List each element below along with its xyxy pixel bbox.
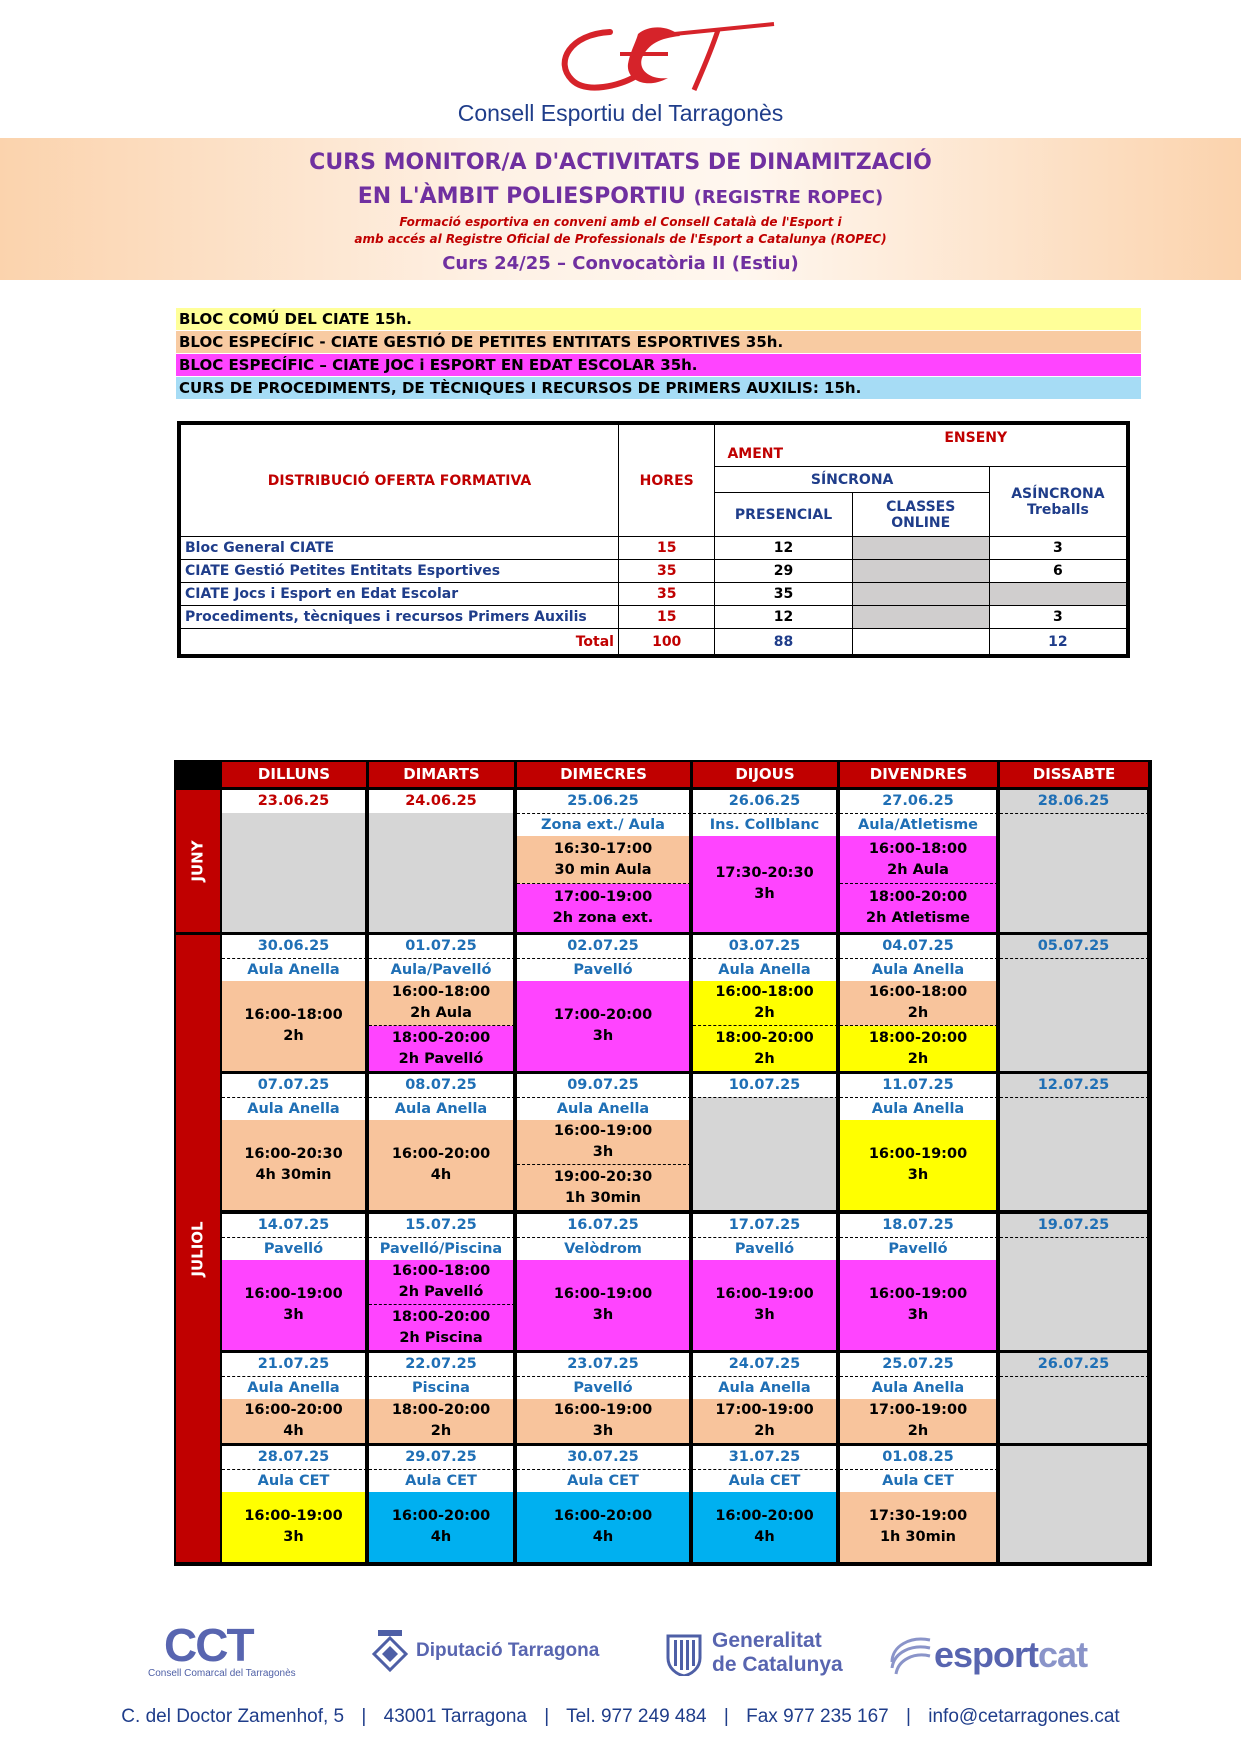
month-juliol xyxy=(176,935,220,1562)
row-hours: 35 xyxy=(618,560,715,583)
esportcat-logo-text-1: esport xyxy=(934,1634,1039,1675)
generalitat-logo xyxy=(664,1628,874,1678)
footer-contact xyxy=(0,1706,1241,1728)
footer-tel: Tel. 977 249 484 xyxy=(566,1706,707,1727)
slot-fri-line: 2h xyxy=(907,1050,929,1067)
slot-thu-line: 18:00-20:00 xyxy=(715,1029,814,1046)
slot-wed-line: 1h 30min xyxy=(564,1189,642,1206)
empty-slot xyxy=(1000,836,1149,932)
slot-fri-line: 2h Atletisme xyxy=(866,910,970,926)
legend-bloc-gestio: BLOC ESPECÍFIC - CIATE GESTIÓ DE PETITES ENTITATS ESPORTIVES 35h. xyxy=(176,331,1141,353)
slot-wed-line: 16:00-19:00 xyxy=(553,1123,653,1139)
table-row-total xyxy=(181,629,1127,655)
row-asincrona: 3 xyxy=(989,537,1126,560)
slot-mon-line: 2h xyxy=(283,1028,304,1044)
slot-fri-line: 16:00-19:00 xyxy=(868,1286,968,1302)
date-cell: 29.07.25 xyxy=(369,1446,515,1469)
slot-fri-line: 2h Aula xyxy=(887,861,949,878)
slot-mon xyxy=(222,1120,367,1210)
location-cell: Pavelló xyxy=(517,1376,691,1399)
slot-wed-line: 17:00-20:00 xyxy=(553,1007,653,1023)
row-online xyxy=(852,537,989,560)
esportcat-logo-text-2: cat xyxy=(1038,1634,1088,1675)
slot-fri-slot1 xyxy=(840,836,998,884)
slot-wed-line: 3h xyxy=(592,1028,614,1044)
location-cell: Aula Anella xyxy=(222,1376,367,1399)
footer-separator: | xyxy=(361,1706,367,1727)
date-cell: 30.06.25 xyxy=(222,935,367,958)
date-cell: 23.06.25 xyxy=(222,790,367,813)
day-header-dilluns: DILLUNS xyxy=(222,762,366,787)
footer-city: 43001 Tarragona xyxy=(383,1706,527,1727)
slot-fri xyxy=(840,1260,998,1350)
slot-wed-slot2 xyxy=(517,1165,691,1210)
diputacio-emblem-icon xyxy=(370,1628,410,1674)
course-title-line2 xyxy=(0,184,1241,209)
table-row xyxy=(181,606,1127,629)
slot-tue xyxy=(369,1120,515,1210)
location-cell xyxy=(1000,813,1149,836)
table-row xyxy=(181,560,1127,583)
location-cell: Aula CET xyxy=(369,1469,515,1492)
course-title-line2-main: EN L'ÀMBIT POLIESPORTIU xyxy=(357,184,686,209)
row-online xyxy=(852,606,989,629)
slot-tue-line: 2h Aula xyxy=(410,1005,472,1021)
empty-slot xyxy=(222,813,367,932)
summary-header-ensenyament xyxy=(715,425,1127,467)
date-cell: 31.07.25 xyxy=(693,1446,838,1469)
slot-fri-slot2 xyxy=(840,884,998,932)
date-cell: 17.07.25 xyxy=(693,1214,838,1237)
slot-thu xyxy=(693,1492,838,1562)
slot-fri xyxy=(840,1399,998,1443)
summary-header-presencial: PRESENCIAL xyxy=(715,493,852,537)
day-header-dimecres: DIMECRES xyxy=(517,762,690,787)
legend-primers-auxilis: CURS DE PROCEDIMENTS, DE TÈCNIQUES I RECURSOS DE PRIMERS AUXILIS: 15h. xyxy=(176,377,1141,399)
slot-fri-line: 16:00-18:00 xyxy=(868,840,968,857)
location-cell xyxy=(1000,1237,1149,1260)
slot-mon xyxy=(222,1492,367,1562)
slot-wed-line: 16:30-17:00 xyxy=(553,840,653,857)
row-presencial: 35 xyxy=(715,583,852,606)
slot-wed-line: 2h zona ext. xyxy=(552,910,654,926)
treballs-label: Treballs xyxy=(1026,501,1089,518)
slot-thu-line: 3h xyxy=(754,1307,775,1323)
slot-fri-line: 1h 30min xyxy=(879,1529,957,1545)
slot-wed-line: 16:00-19:00 xyxy=(553,1286,653,1302)
date-cell: 07.07.25 xyxy=(222,1074,367,1097)
location-cell: Aula Anella xyxy=(693,1376,838,1399)
row-online xyxy=(852,583,989,606)
slot-tue-line: 16:00-18:00 xyxy=(391,1263,491,1279)
month-juny-label: JUNY xyxy=(189,840,207,882)
slot-wed-line: 4h xyxy=(592,1529,614,1545)
date-cell: 21.07.25 xyxy=(222,1353,367,1376)
slot-tue-line: 16:00-18:00 xyxy=(391,984,491,1000)
location-cell: Aula Anella xyxy=(693,958,838,981)
day-header-dijous: DIJOUS xyxy=(693,762,837,787)
slot-thu-slot1 xyxy=(693,981,838,1026)
location-cell: Aula Anella xyxy=(222,1097,367,1120)
location-cell: Aula/Pavelló xyxy=(369,958,515,981)
location-cell: Aula CET xyxy=(222,1469,367,1492)
slot-tue-slot2 xyxy=(369,1305,515,1350)
summary-header-online xyxy=(852,493,989,537)
slot-mon xyxy=(222,1399,367,1443)
date-cell: 08.07.25 xyxy=(369,1074,515,1097)
slot-tue-slot2 xyxy=(369,1026,515,1071)
date-cell: 26.06.25 xyxy=(693,790,838,813)
slot-thu-line: 2h xyxy=(754,1423,775,1439)
total-asincrona: 12 xyxy=(989,629,1126,655)
table-row xyxy=(181,583,1127,606)
cct-logo xyxy=(148,1619,308,1682)
row-hours: 35 xyxy=(618,583,715,606)
slot-thu-line: 16:00-18:00 xyxy=(715,984,814,1000)
slot-mon-line: 16:00-20:00 xyxy=(244,1402,343,1418)
total-online xyxy=(852,629,989,655)
date-cell: 30.07.25 xyxy=(517,1446,691,1469)
slot-wed xyxy=(517,1492,691,1562)
row-presencial: 12 xyxy=(715,606,852,629)
slot-thu xyxy=(693,836,838,932)
generalitat-emblem-icon xyxy=(664,1630,704,1676)
location-cell: Aula CET xyxy=(840,1469,998,1492)
footer-separator: | xyxy=(906,1706,911,1727)
date-cell: 10.07.25 xyxy=(693,1074,838,1097)
slot-tue-line: 16:00-20:00 xyxy=(391,1146,491,1162)
date-cell: 18.07.25 xyxy=(840,1214,998,1237)
location-cell: Pavelló xyxy=(517,958,691,981)
slot-fri-slot2 xyxy=(840,1026,998,1071)
summary-header-asincrona xyxy=(989,467,1126,537)
slot-thu xyxy=(693,1260,838,1350)
date-cell: 15.07.25 xyxy=(369,1214,515,1237)
location-cell: Aula Anella xyxy=(840,1097,998,1120)
day-header-divendres: DIVENDRES xyxy=(840,762,997,787)
location-cell: Aula Anella xyxy=(222,958,367,981)
slot-wed-slot1 xyxy=(517,1120,691,1165)
asincrona-label: ASÍNCRONA xyxy=(1011,485,1105,502)
subtitle-line2: amb accés al Registre Oficial de Professionals de l'Esport a Catalunya (ROPEC) xyxy=(354,232,887,246)
summary-header-hours: HORES xyxy=(618,425,715,537)
slot-thu-slot2 xyxy=(693,1026,838,1071)
subtitle-line1: Formació esportiva en conveni amb el Consell Català de l'Esport i xyxy=(399,215,842,229)
location-cell: Pavelló/Piscina xyxy=(369,1237,515,1260)
slot-tue-line: 2h xyxy=(430,1423,452,1439)
slot-thu xyxy=(693,1399,838,1443)
location-cell: Pavelló xyxy=(840,1237,998,1260)
course-title-line1: CURS MONITOR/A D'ACTIVITATS DE DINAMITZACIÓ xyxy=(309,150,932,175)
row-asincrona xyxy=(989,583,1126,606)
ensenyament-part2: AMENT xyxy=(727,445,784,462)
slot-fri xyxy=(840,1492,998,1562)
slot-mon-line: 3h xyxy=(283,1529,304,1545)
slot-tue-line: 18:00-20:00 xyxy=(391,1402,491,1418)
slot-wed-line: 16:00-20:00 xyxy=(553,1508,653,1524)
slot-wed-line: 17:00-19:00 xyxy=(553,889,653,905)
cct-logo-subtext: Consell Comarcal del Tarragonès xyxy=(148,1668,296,1679)
location-cell: Aula CET xyxy=(693,1469,838,1492)
slot-mon-line: 4h 30min xyxy=(255,1167,332,1183)
slot-wed-line: 16:00-19:00 xyxy=(553,1402,653,1418)
day-header-dimarts: DIMARTS xyxy=(369,762,514,787)
slot-tue-line: 16:00-20:00 xyxy=(391,1508,491,1524)
row-name: Procediments, tècniques i recursos Primers Auxilis xyxy=(181,606,619,629)
footer-address: C. del Doctor Zamenhof, 5 xyxy=(121,1706,345,1727)
cct-logo-text: CCT xyxy=(164,1619,253,1671)
slot-fri-slot1 xyxy=(840,981,998,1026)
slot-tue-line: 4h xyxy=(430,1529,452,1545)
date-cell: 14.07.25 xyxy=(222,1214,367,1237)
slot-fri-line: 18:00-20:00 xyxy=(868,1029,968,1046)
esportcat-emblem-icon xyxy=(886,1632,934,1678)
date-cell: 02.07.25 xyxy=(517,935,691,958)
location-cell xyxy=(1000,1097,1149,1120)
online-label-2: ONLINE xyxy=(891,514,951,531)
date-cell: 12.07.25 xyxy=(1000,1074,1149,1097)
total-label: Total xyxy=(181,629,619,655)
location-cell: Aula Anella xyxy=(517,1097,691,1120)
slot-tue-line: 18:00-20:00 xyxy=(391,1308,491,1325)
date-cell: 01.07.25 xyxy=(369,935,515,958)
slot-thu-line: 2h xyxy=(754,1005,775,1021)
slot-wed xyxy=(517,981,691,1071)
location-cell: Aula Anella xyxy=(840,958,998,981)
row-hours: 15 xyxy=(618,537,715,560)
date-cell: 22.07.25 xyxy=(369,1353,515,1376)
day-header-dissabte: DISSABTE xyxy=(1000,762,1148,787)
ensenyament-part1: ENSENY xyxy=(944,429,1008,446)
empty-slot xyxy=(369,813,515,932)
slot-wed-line: 3h xyxy=(592,1307,614,1323)
location-cell: Aula Anella xyxy=(840,1376,998,1399)
date-cell: 19.07.25 xyxy=(1000,1214,1149,1237)
date-cell: 25.06.25 xyxy=(517,790,691,813)
summary-header-distribution: DISTRIBUCIÓ OFERTA FORMATIVA xyxy=(181,425,619,537)
empty-slot xyxy=(1000,981,1149,1071)
date-cell: 23.07.25 xyxy=(517,1353,691,1376)
footer-separator: | xyxy=(544,1706,550,1727)
summary-header-sincrona: SÍNCRONA xyxy=(715,467,989,493)
slot-wed-line: 3h xyxy=(592,1423,614,1439)
slot-thu-line: 4h xyxy=(754,1529,775,1545)
slot-thu-line: 3h xyxy=(754,886,775,902)
slot-fri-line: 2h xyxy=(907,1423,929,1439)
slot-tue-slot1 xyxy=(369,981,515,1026)
row-name: CIATE Jocs i Esport en Edat Escolar xyxy=(181,583,619,606)
total-presencial: 88 xyxy=(715,629,852,655)
slot-wed-line: 3h xyxy=(592,1144,614,1160)
diputacio-logo-text: Diputació Tarragona xyxy=(416,1640,600,1661)
location-cell: Aula/Atletisme xyxy=(840,813,998,836)
slot-tue-line: 2h Pavelló xyxy=(398,1284,484,1300)
date-cell: 01.08.25 xyxy=(840,1446,998,1469)
row-presencial: 12 xyxy=(715,537,852,560)
slot-thu-line: 17:30-20:30 xyxy=(715,865,814,881)
slot-fri-line: 16:00-18:00 xyxy=(868,984,968,1000)
date-cell: 26.07.25 xyxy=(1000,1353,1149,1376)
date-cell: 11.07.25 xyxy=(840,1074,998,1097)
empty-slot xyxy=(1000,1120,1149,1210)
slot-wed-line: 30 min Aula xyxy=(554,861,652,878)
location-cell xyxy=(1000,958,1149,981)
slot-fri-line: 17:00-19:00 xyxy=(868,1402,968,1418)
slot-tue-line: 2h Pavelló xyxy=(398,1050,484,1067)
date-cell: 03.07.25 xyxy=(693,935,838,958)
empty-slot xyxy=(1000,1399,1149,1443)
cet-logo xyxy=(550,14,790,100)
table-row xyxy=(181,537,1127,560)
date-cell: 05.07.25 xyxy=(1000,935,1149,958)
slot-mon xyxy=(222,1260,367,1350)
slot-fri xyxy=(840,1120,998,1210)
row-online xyxy=(852,560,989,583)
date-cell: 28.07.25 xyxy=(222,1446,367,1469)
slot-fri-line: 18:00-20:00 xyxy=(868,889,968,905)
slot-tue-line: 18:00-20:00 xyxy=(391,1029,491,1046)
slot-wed xyxy=(517,1399,691,1443)
slot-fri-line: 3h xyxy=(907,1307,929,1323)
location-cell: Piscina xyxy=(369,1376,515,1399)
row-asincrona: 3 xyxy=(989,606,1126,629)
location-cell: Pavelló xyxy=(222,1237,367,1260)
slot-mon-line: 16:00-20:30 xyxy=(244,1146,343,1162)
slot-tue-line: 2h Piscina xyxy=(399,1329,483,1346)
slot-tue-line: 4h xyxy=(430,1167,452,1183)
generalitat-logo-text-1: Generalitat xyxy=(712,1629,822,1652)
slot-fri-line: 3h xyxy=(907,1167,929,1183)
slot-wed xyxy=(517,1260,691,1350)
slot-mon-line: 4h xyxy=(283,1423,304,1439)
slot-wed-slot1 xyxy=(517,836,691,884)
footer-separator: | xyxy=(723,1706,729,1727)
course-title-line2-suffix: (REGISTRE ROPEC) xyxy=(693,187,884,208)
row-name: CIATE Gestió Petites Entitats Esportives xyxy=(181,560,619,583)
date-cell: 09.07.25 xyxy=(517,1074,691,1097)
location-cell: Aula CET xyxy=(517,1469,691,1492)
slot-thu-line: 17:00-19:00 xyxy=(715,1402,814,1418)
slot-thu-line: 16:00-19:00 xyxy=(715,1286,814,1302)
location-cell xyxy=(1000,1376,1149,1399)
date-cell: 25.07.25 xyxy=(840,1353,998,1376)
date-cell: 16.07.25 xyxy=(517,1214,691,1237)
esportcat-logo xyxy=(886,1628,1126,1682)
slot-fri-line: 16:00-19:00 xyxy=(868,1146,968,1162)
generalitat-logo-text-2: de Catalunya xyxy=(712,1653,843,1676)
slot-mon-line: 16:00-18:00 xyxy=(244,1007,343,1023)
date-cell: 27.06.25 xyxy=(840,790,998,813)
row-name: Bloc General CIATE xyxy=(181,537,619,560)
empty-slot xyxy=(1000,1260,1149,1350)
course-edition: Curs 24/25 – Convocatòria II (Estiu) xyxy=(442,253,799,274)
date-cell: 24.06.25 xyxy=(369,790,515,813)
slot-mon-line: 16:00-19:00 xyxy=(244,1508,343,1524)
slot-tue xyxy=(369,1399,515,1443)
date-cell: 28.06.25 xyxy=(1000,790,1149,813)
total-hours: 100 xyxy=(618,629,715,655)
footer-email[interactable]: info@cetarragones.cat xyxy=(928,1706,1120,1727)
row-hours: 15 xyxy=(618,606,715,629)
legend-bloc-joc-esport: BLOC ESPECÍFIC – CIATE JOC i ESPORT EN EDAT ESCOLAR 35h. xyxy=(176,354,1141,376)
location-cell xyxy=(693,1097,838,1120)
slot-tue xyxy=(369,1492,515,1562)
slot-mon xyxy=(222,981,367,1071)
location-cell: Ins. Collblanc xyxy=(693,813,838,836)
date-cell: 04.07.25 xyxy=(840,935,998,958)
online-label-1: CLASSES xyxy=(886,498,956,515)
location-cell: Velòdrom xyxy=(517,1237,691,1260)
summary-table xyxy=(180,424,1127,655)
legend-bloc-comu: BLOC COMÚ DEL CIATE 15h. xyxy=(176,308,1141,330)
date-cell: 24.07.25 xyxy=(693,1353,838,1376)
footer-fax: Fax 977 235 167 xyxy=(746,1706,889,1727)
location-cell: Pavelló xyxy=(693,1237,838,1260)
org-name: Consell Esportiu del Tarragonès xyxy=(457,100,784,126)
slot-wed-slot2 xyxy=(517,884,691,932)
diputacio-logo xyxy=(370,1626,610,1676)
slot-mon-line: 3h xyxy=(283,1307,304,1323)
row-presencial: 29 xyxy=(715,560,852,583)
slot-tue-slot1 xyxy=(369,1260,515,1305)
month-juliol-label: JULIOL xyxy=(189,1220,207,1277)
month-juny xyxy=(176,790,220,932)
slot-thu-line: 16:00-20:00 xyxy=(715,1508,814,1524)
slot-fri-line: 17:30-19:00 xyxy=(868,1508,968,1524)
row-asincrona: 6 xyxy=(989,560,1126,583)
slot-mon-line: 16:00-19:00 xyxy=(244,1286,343,1302)
empty-slot xyxy=(693,1120,838,1210)
slot-fri-line: 2h xyxy=(907,1005,929,1021)
empty-slot xyxy=(1000,1446,1149,1562)
slot-thu-line: 2h xyxy=(754,1050,775,1067)
slot-wed-line: 19:00-20:30 xyxy=(553,1168,653,1185)
location-cell: Aula Anella xyxy=(369,1097,515,1120)
location-cell: Zona ext./ Aula xyxy=(517,813,691,836)
